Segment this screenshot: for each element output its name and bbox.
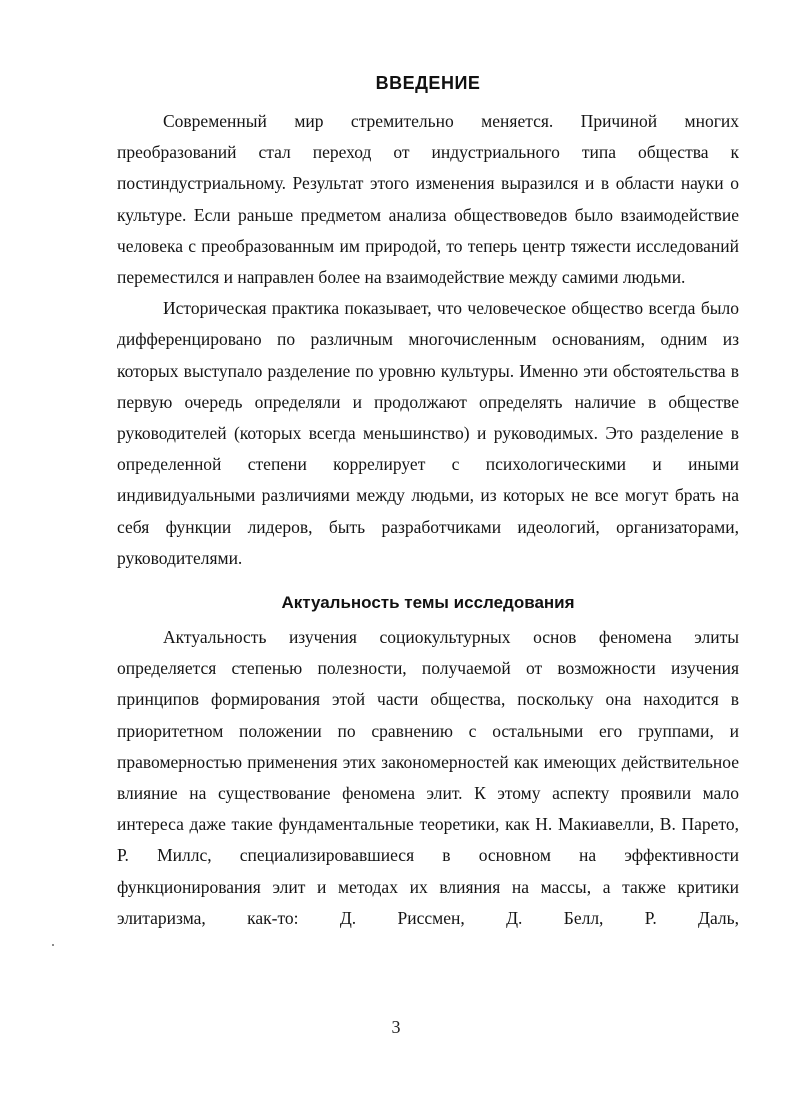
intro-paragraph-2: Историческая практика показывает, что человеческое общество всегда было дифференцировано по различным многочисленным основаниям, одним из которых выступало разделение по уровню культуры. Именно эти обстоятельства в первую очередь определяли и продолжают определять наличие в обществе руководителей (которых всегда меньшинство) и руководимых. Это разделение в определенной степени коррелирует с психологическими и иными индивидуальными различиями между людьми, из которых не все могут брать на себя функции лидеров, быть разработчиками идеологий, организаторами, руководителями.	[117, 298, 739, 568]
intro-paragraph-1: Современный мир стремительно меняется. Причиной многих преобразований стал переход от индустриального типа общества к постиндустриальному. Результат этого изменения выразился и в области науки о культуре. Если раньше предметом анализа обществоведов было взаимодействие человека с преобразованным им природой, то теперь центр тяжести исследований переместился и направлен более на взаимодействие между самими людьми.	[117, 111, 739, 288]
relevance-paragraph: Актуальность изучения социокультурных основ феномена элиты определяется степенью полезности, получаемой от возможности изучения принципов формирования этой части общества, поскольку она находится в приоритетном положении по сравнению с остальными его группами, и правомерностью применения этих закономерностей как имеющих действительное влияние на существование феномена элит. К этому аспекту проявили мало интереса даже такие фундаментальные теоретики, как Н. Макиавелли, В. Парето, Р. Миллс, специализировавшиеся в основном на эффективности функционирования элит и методах их влияния на массы, а также критики элитаризма, как-то: Д. Риссмен, Д. Белл, Р. Даль,	[117, 627, 739, 928]
section-heading: ВВЕДЕНИЕ	[375, 73, 481, 93]
subsection-heading: Актуальность темы исследования	[281, 593, 575, 613]
page-number: 3	[391, 1017, 401, 1037]
page-content	[117, 70, 739, 934]
scan-speck-mark	[52, 944, 54, 946]
